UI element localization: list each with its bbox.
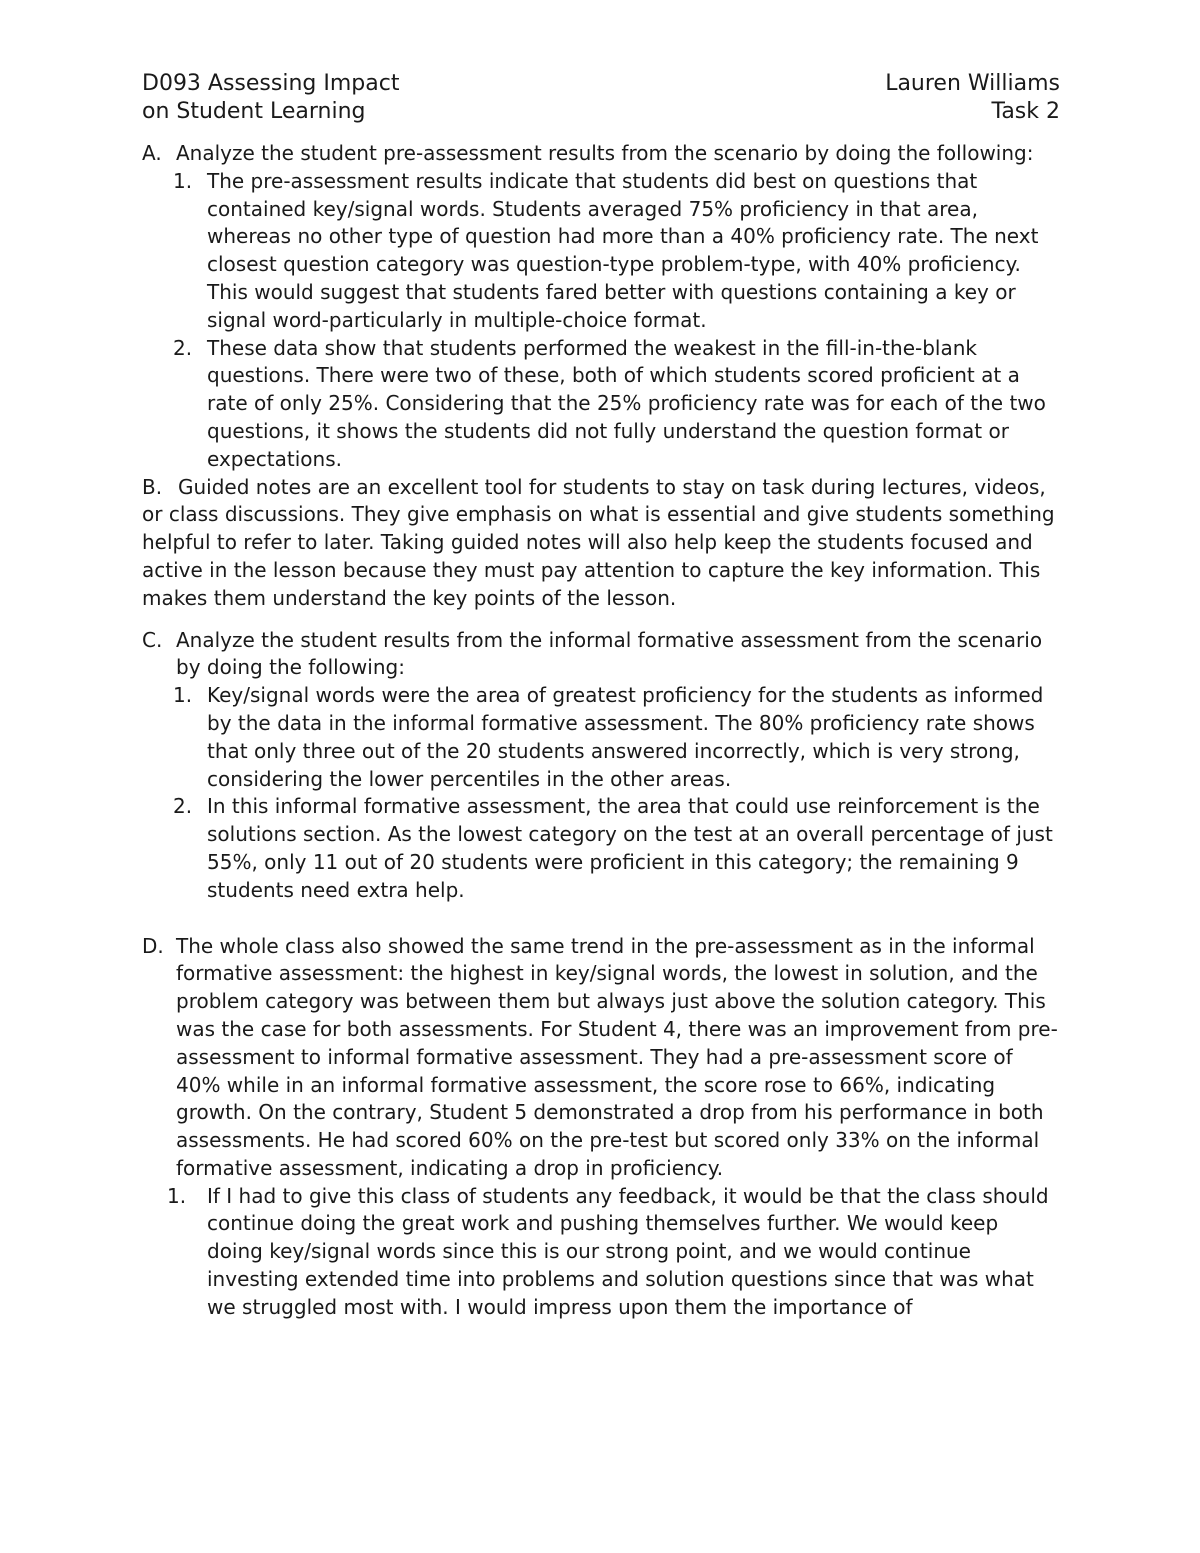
section-a-item-1 bbox=[142, 168, 1060, 335]
author-name: Lauren Williams bbox=[885, 71, 1060, 96]
list-item-text: These data show that students performed the weakest in the fill-in-the-blank questions. There were two of these, both of which students scored proficient at a rate of only 25%. Considering that the 25% proficiency rate was for each of the two questions, it shows the students did not fully understand the question format or expectations. bbox=[207, 335, 1046, 471]
section-a-intro: Analyze the student pre-assessment results from the scenario by doing the following: bbox=[176, 141, 1034, 165]
section-b-marker: B. bbox=[142, 474, 163, 499]
section-d-item-1 bbox=[142, 1183, 1060, 1322]
list-marker: 2. bbox=[173, 794, 193, 819]
list-item-text: If I had to give this class of students any feedback, it would be that the class should continue doing the great work and pushing themselves further. We would keep doing key/signal words since this is our strong point, and we would continue investing extended time into problems and solution questions since that was what we struggled most with. I would impress upon them the importance of bbox=[207, 1183, 1049, 1319]
section-a-item-2 bbox=[142, 335, 1060, 474]
section-c-item-2 bbox=[142, 793, 1060, 904]
list-marker: 1. bbox=[173, 683, 193, 708]
section-c-item-1 bbox=[142, 682, 1060, 793]
section-c bbox=[142, 627, 1060, 905]
task-label: Task 2 bbox=[991, 99, 1060, 124]
section-d-text: The whole class also showed the same trend in the pre-assessment as in the informal formative assessment: the highest in key/signal words, the lowest in solution, and the problem category was between them but always just above the solution category. This was the case for both assessments. For Student 4, there was an improvement from pre-assessment to informal formative assessment. They had a pre-assessment score of 40% while in an informal formative assessment, the score rose to 66%, indicating growth. On the contrary, Student 5 demonstrated a drop from his performance in both assessments. He had scored 60% on the pre-test but scored only 33% on the informal formative assessment, indicating a drop in proficiency. bbox=[176, 933, 1058, 1180]
list-marker: 2. bbox=[173, 335, 193, 360]
section-a-marker: A. bbox=[142, 141, 162, 165]
section-c-marker: C. bbox=[142, 627, 163, 652]
section-d-marker: D. bbox=[142, 933, 164, 958]
course-title bbox=[142, 70, 399, 126]
document-page bbox=[142, 70, 1060, 1322]
course-title-line1: D093 Assessing Impact bbox=[142, 71, 400, 96]
list-marker: 1. bbox=[167, 1183, 187, 1208]
section-c-intro: Analyze the student results from the informal formative assessment from the scenario by doing the following: bbox=[176, 627, 1043, 680]
section-b bbox=[142, 474, 1060, 613]
course-title-line2: on Student Learning bbox=[142, 99, 366, 124]
document-header bbox=[142, 70, 1060, 126]
list-item-text: In this informal formative assessment, the area that could use reinforcement is the solutions section. As the lowest category on the test at an overall percentage of just 55%, only 11 out of 20 students were proficient in this category; the remaining 9 students need extra help. bbox=[207, 794, 1053, 902]
list-marker: 1. bbox=[173, 168, 193, 193]
list-item-text: Key/signal words were the area of greatest proficiency for the students as informed by the data in the informal formative assessment. The 80% proficiency rate shows that only three out of the 20 students answered incorrectly, which is very strong, considering the lower percentiles in the other areas. bbox=[207, 683, 1044, 791]
section-d bbox=[142, 933, 1060, 1322]
author-block bbox=[885, 70, 1060, 126]
list-item-text: The pre-assessment results indicate that students did best on questions that contained key/signal words. Students averaged 75% proficiency in that area, whereas no other type of question had more than a 40% proficiency rate. The next closest question category was question-type problem-type, with 40% proficiency. This would suggest that students fared better with questions containing a key or signal word-particularly in multiple-choice format. bbox=[207, 168, 1039, 332]
section-a bbox=[142, 140, 1060, 474]
section-b-text: Guided notes are an excellent tool for students to stay on task during lectures, videos, or class discussions. They give emphasis on what is essential and give students something helpful to refer to later. Taking guided notes will also help keep the students focused and active in the lesson because they must pay attention to capture the key information. This makes them understand the key points of the lesson. bbox=[142, 474, 1055, 610]
